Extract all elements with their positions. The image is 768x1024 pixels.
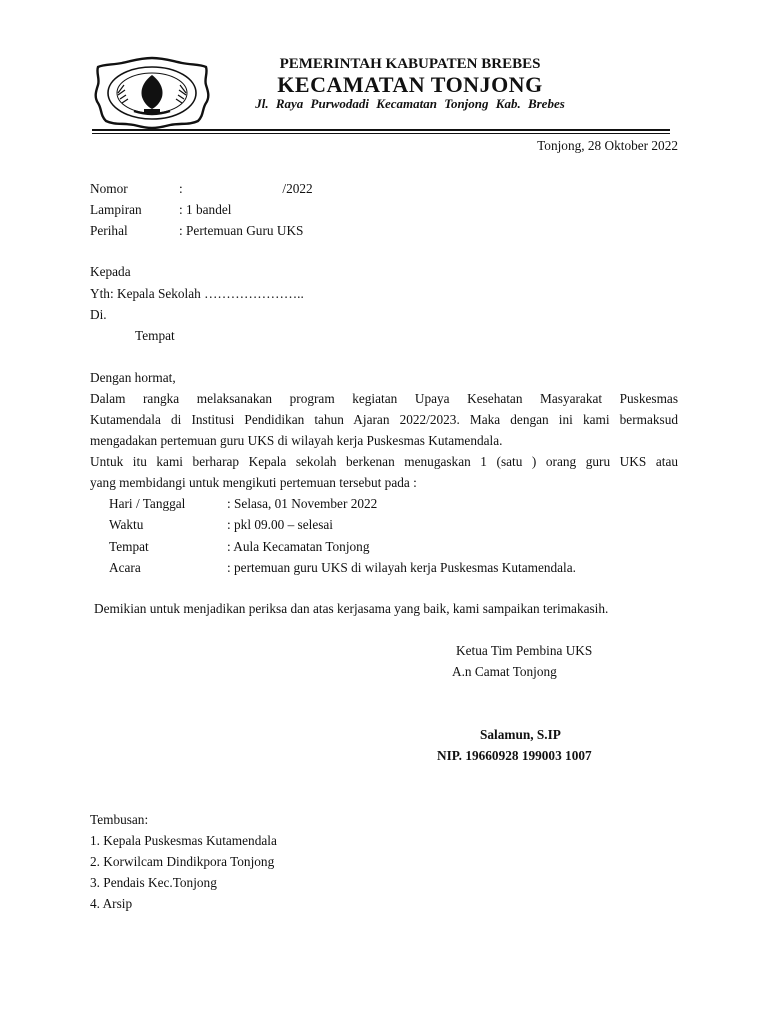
recipient-yth: Yth: Kepala Sekolah ………………….. [90, 286, 304, 301]
event-agenda-label: Acara [109, 560, 141, 575]
recipient-tempat: Tempat [135, 328, 175, 343]
letterhead-government: PEMERINTAH KABUPATEN BREBES [279, 56, 541, 72]
event-time-label: Waktu [109, 517, 144, 532]
lampiran-value: : 1 bandel [179, 202, 232, 217]
closing-sentence: Demikian untuk menjadikan periksa dan atas kerjasama yang baik, kami sampaikan terimakasih. [94, 601, 609, 616]
recipient-kepada: Kepada [90, 264, 131, 279]
perihal-value: : Pertemuan Guru UKS [179, 223, 304, 238]
signatory-nip: NIP. 19660928 199003 1007 [437, 748, 592, 763]
event-date-value: : Selasa, 01 November 2022 [227, 496, 378, 511]
perihal-label: Perihal [90, 223, 128, 238]
letterhead-rule-thin [92, 133, 670, 134]
paragraph-2-line-1: Untuk itu kami berharap Kepala sekolah berkenan menugaskan 1 (satu ) orang guru UKS atau [90, 454, 678, 469]
tembusan-label: Tembusan: [90, 812, 149, 827]
letterhead-district: KECAMATAN TONJONG [277, 72, 543, 97]
nomor-value: : /2022 [179, 181, 313, 196]
salutation: Dengan hormat, [90, 370, 176, 385]
event-date-label: Hari / Tanggal [109, 496, 186, 511]
event-place-label: Tempat [109, 539, 149, 554]
tembusan-item: 2. Korwilcam Dindikpora Tonjong [90, 854, 275, 869]
event-agenda-value: : pertemuan guru UKS di wilayah kerja Puskesmas Kutamendala. [227, 560, 576, 575]
paragraph-1-line-2: Kutamendala di Institusi Pendidikan tahun Ajaran 2022/2023. Maka dengan ini kami bermaksud [90, 412, 678, 427]
paragraph-1-line-1: Dalam rangka melaksanakan program kegiatan Upaya Kesehatan Masyarakat Puskesmas [90, 391, 678, 406]
letterhead-rule-thick [92, 129, 670, 131]
tembusan-item: 3. Pendais Kec.Tonjong [90, 875, 217, 890]
letter-date: Tonjong, 28 Oktober 2022 [537, 138, 678, 153]
nomor-label: Nomor [90, 181, 128, 196]
lampiran-label: Lampiran [90, 202, 142, 217]
signature-title-2: A.n Camat Tonjong [452, 664, 557, 679]
signature-title-1: Ketua Tim Pembina UKS [456, 643, 593, 658]
event-place-value: : Aula Kecamatan Tonjong [227, 539, 370, 554]
recipient-di: Di. [90, 307, 107, 322]
paragraph-2-line-2: yang membidangi untuk mengikuti pertemuan tersebut pada : [90, 475, 417, 490]
signatory-name: Salamun, S.IP [480, 727, 561, 742]
event-time-value: : pkl 09.00 – selesai [227, 517, 333, 532]
paragraph-1-line-3: mengadakan pertemuan guru UKS di wilayah kerja Puskesmas Kutamendala. [90, 433, 503, 448]
tembusan-item: 4. Arsip [90, 896, 133, 911]
tembusan-item: 1. Kepala Puskesmas Kutamendala [90, 833, 277, 848]
letterhead-address: Jl. Raya Purwodadi Kecamatan Tonjong Kab. Brebes [255, 96, 565, 111]
